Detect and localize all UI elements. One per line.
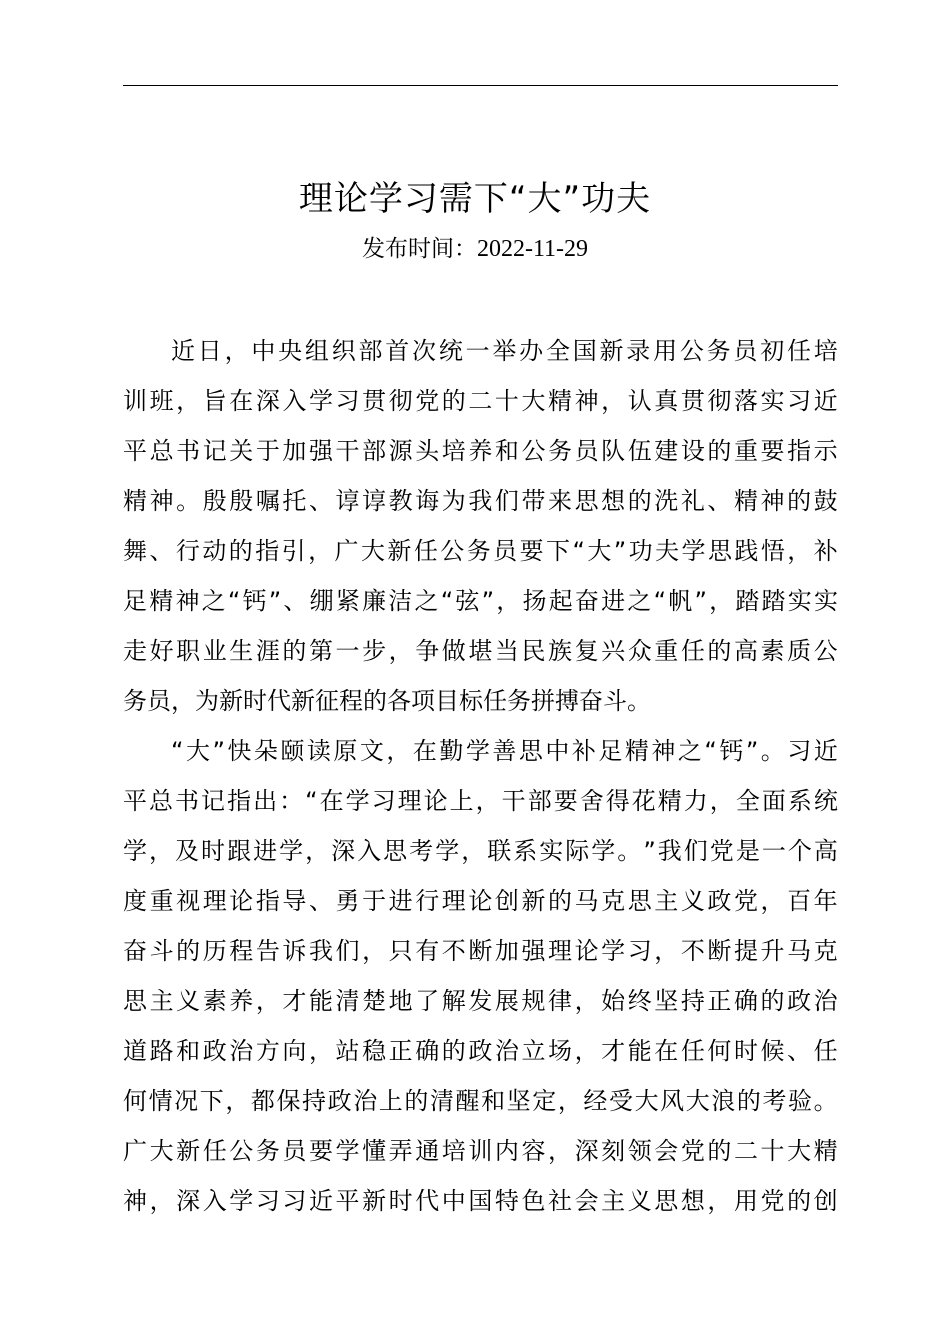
body-line: 度 重 视 理 论 指 导 、 勇 于 进 行 理 论 创 新 的 马 克 思 主 义 政 党 ， 百 年 (123, 887, 838, 915)
body-line: 思 主 义 素 养 ， 才 能 清 楚 地 了 解 发 展 规 律 ， 始 终 坚 持 正 确 的 政 治 (123, 987, 838, 1015)
body-line: 学 ， 及 时 跟 进 学 ， 深 入 思 考 学 ， 联 系 实 际 学 。 ” 我 们 党 是 一 个 高 (123, 837, 838, 865)
article-body (123, 326, 838, 1226)
publish-date (0, 232, 950, 266)
body-line: 平 总 书 记 关 于 加 强 干 部 源 头 培 养 和 公 务 员 队 伍 建 设 的 重 要 指 示 (123, 437, 838, 465)
header-rule (123, 85, 838, 86)
body-line: 道 路 和 政 治 方 向 ， 站 稳 正 确 的 政 治 立 场 ， 才 能 在 任 何 时 候 、 任 (123, 1037, 838, 1065)
body-line: 走 好 职 业 生 涯 的 第 一 步 ， 争 做 堪 当 民 族 复 兴 众 重 任 的 高 素 质 公 (123, 637, 838, 665)
body-line: 足 精 神 之 “ 钙 ” 、 绷 紧 廉 洁 之 “ 弦 ” ， 扬 起 奋 进 之 “ 帆 ” ， 踏 踏 实 实 (123, 587, 838, 615)
publish-date-value: 2022-11-29 (476, 236, 589, 262)
body-line: 精 神 。 殷 殷 嘱 托 、 谆 谆 教 诲 为 我 们 带 来 思 想 的 洗 礼 、 精 神 的 鼓 (123, 487, 838, 515)
body-line: 何 情 况 下 ， 都 保 持 政 治 上 的 清 醒 和 坚 定 ， 经 受 大 风 大 浪 的 考 验 。 (123, 1087, 838, 1115)
body-line: 广 大 新 任 公 务 员 要 学 懂 弄 通 培 训 内 容 ， 深 刻 领 会 党 的 二 十 大 精 (123, 1137, 838, 1165)
body-line: “ 大 ” 快 朵 颐 读 原 文 ， 在 勤 学 善 思 中 补 足 精 神 之 “ 钙 ” 。 习 近 (171, 737, 838, 765)
article-title: 理论学习需下“大”功夫 (298, 179, 652, 219)
body-line: 舞 、 行 动 的 指 引 ， 广 大 新 任 公 务 员 要 下 “ 大 ” 功 夫 学 思 践 悟 ， 补 (123, 537, 838, 565)
body-line: 近 日 ， 中 央 组 织 部 首 次 统 一 举 办 全 国 新 录 用 公 务 员 初 任 培 (171, 337, 838, 365)
publish-date-label: 发布时间： (361, 236, 477, 262)
body-line: 神 ， 深 入 学 习 习 近 平 新 时 代 中 国 特 色 社 会 主 义 思 想 ， 用 党 的 创 (123, 1187, 838, 1215)
body-line: 奋 斗 的 历 程 告 诉 我 们 ， 只 有 不 断 加 强 理 论 学 习 ， 不 断 提 升 马 克 (123, 937, 838, 965)
body-line: 训 班 ， 旨 在 深 入 学 习 贯 彻 党 的 二 十 大 精 神 ， 认 真 贯 彻 落 实 习 近 (123, 387, 838, 415)
body-line: 务 员 ， 为 新 时 代 新 征 程 的 各 项 目 标 任 务 拼 搏 奋 斗 。 (123, 687, 651, 715)
body-line: 平 总 书 记 指 出 ： “ 在 学 习 理 论 上 ， 干 部 要 舍 得 花 精 力 ， 全 面 系 统 (123, 787, 838, 815)
